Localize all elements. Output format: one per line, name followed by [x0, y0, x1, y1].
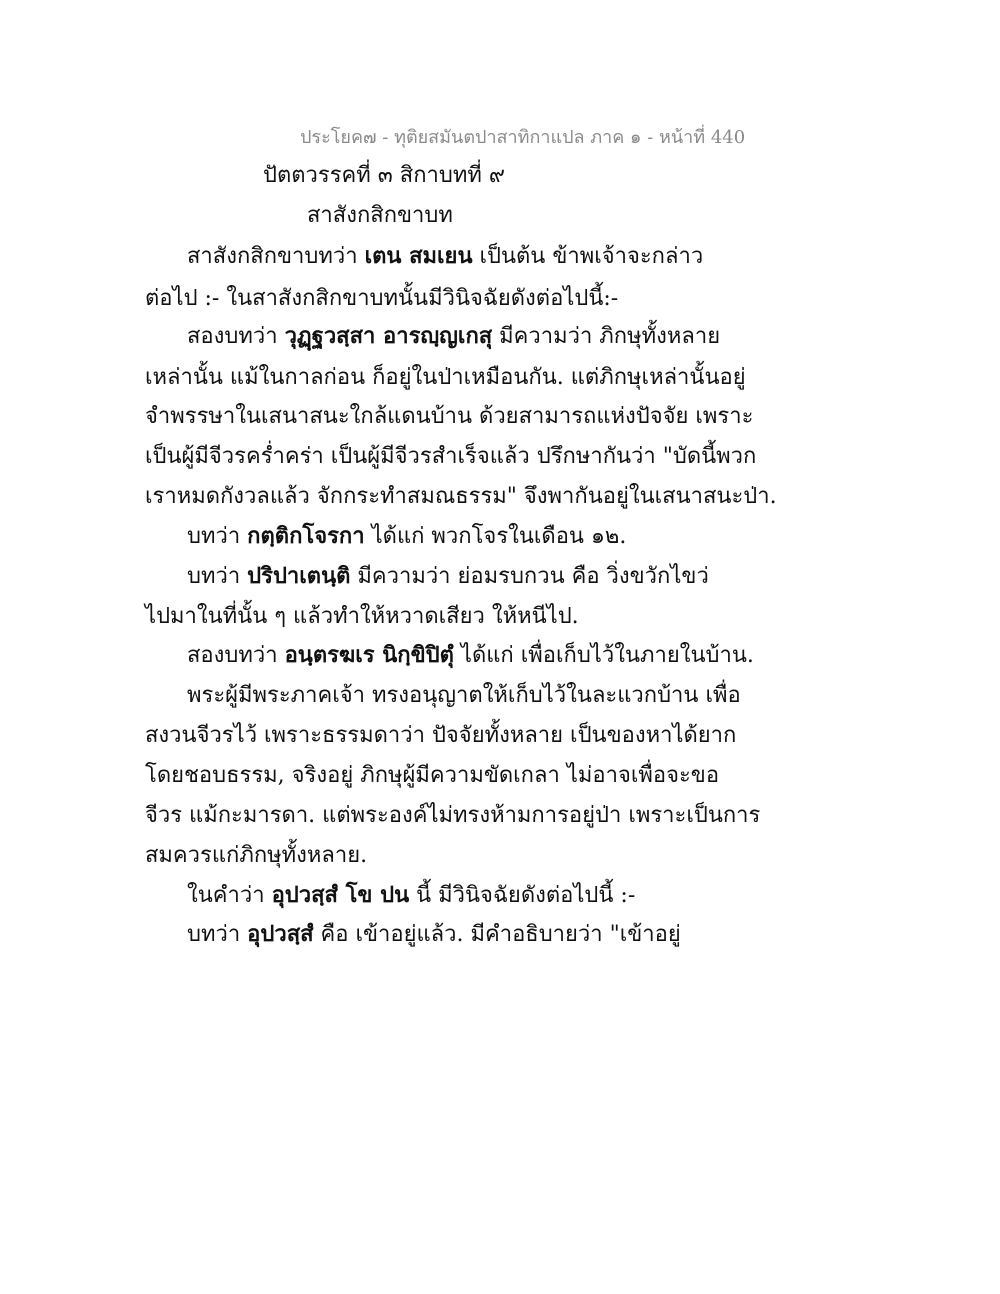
text-line: เป็นผู้มีจีวรคร่ำคร่า เป็นผู้มีจีวรสำเร็จแล้ว ปรึกษากันว่า "บัดนี้พวก: [145, 444, 757, 469]
text-line: ต่อไป :- ในสาสังกสิกขาบทนั้นมีวินิจฉัยดังต่อไปนี้:-: [145, 286, 619, 311]
subsection-title: สาสังกสิกขาบท: [307, 203, 453, 228]
text-line: จีวร แม้กะมารดา. แต่พระองค์ไม่ทรงห้ามการอยู่ป่า เพราะเป็นการ: [145, 803, 761, 828]
text-line: จำพรรษาในเสนาสนะใกล้แดนบ้าน ด้วยสามารถแห่งปัจจัย เพราะ: [145, 404, 754, 429]
text-line: สองบทว่า อนฺตรฆเร นิกฺขิปิตุํ ได้แก่ เพื่อเก็บไว้ในภายในบ้าน.: [187, 642, 754, 668]
text-line: บทว่า อุปวสฺสํ คือ เข้าอยู่แล้ว. มีคำอธิบายว่า "เข้าอยู่: [187, 921, 681, 947]
text-line: สองบทว่า วุฏฺฐวสฺสา อารญฺญเกสุ มีความว่า ภิกษุทั้งหลาย: [187, 323, 721, 349]
text-line: บทว่า กตฺติกโจรกา ได้แก่ พวกโจรในเดือน ๑๒.: [187, 523, 627, 549]
text-line: เราหมดกังวลแล้ว จักกระทำสมณธรรม" จึงพากันอยู่ในเสนาสนะป่า.: [145, 484, 777, 509]
text-line: สมควรแก่ภิกษุทั้งหลาย.: [145, 843, 368, 868]
text-line: โดยชอบธรรม, จริงอยู่ ภิกษุผู้มีความขัดเกลา ไม่อาจเพื่อจะขอ: [145, 763, 720, 788]
text-line: สงวนจีวรไว้ เพราะธรรมดาว่า ปัจจัยทั้งหลาย เป็นของหาได้ยาก: [145, 723, 737, 748]
text-line: ในคำว่า อุปวสฺสํ โข ปน นี้ มีวินิจฉัยดังต่อไปนี้ :-: [187, 882, 636, 908]
page-header: ประโยค๗ - ทุติยสมันตปาสาทิกาแปล ภาค ๑ - หน้าที่ 440: [300, 127, 746, 148]
section-title: ปัตตวรรคที่ ๓ สิกาบทที่ ๙: [263, 163, 505, 188]
text-line: เหล่านั้น แม้ในกาลก่อน ก็อยู่ในป่าเหมือนกัน. แต่ภิกษุเหล่านั้นอยู่: [145, 365, 746, 390]
text-line: บทว่า ปริปาเตนฺติ มีความว่า ย่อมรบกวน คือ วิ่งขวักไขว่: [187, 563, 709, 589]
text-line: สาสังกสิกขาบทว่า เตน สมเยน เป็นต้น ข้าพเจ้าจะกล่าว: [187, 243, 704, 269]
text-line: ไปมาในที่นั้น ๆ แล้วทำให้หวาดเสียว ให้หนีไป.: [145, 604, 579, 629]
text-line: พระผู้มีพระภาคเจ้า ทรงอนุญาตให้เก็บไว้ในละแวกบ้าน เพื่อ: [187, 683, 741, 708]
